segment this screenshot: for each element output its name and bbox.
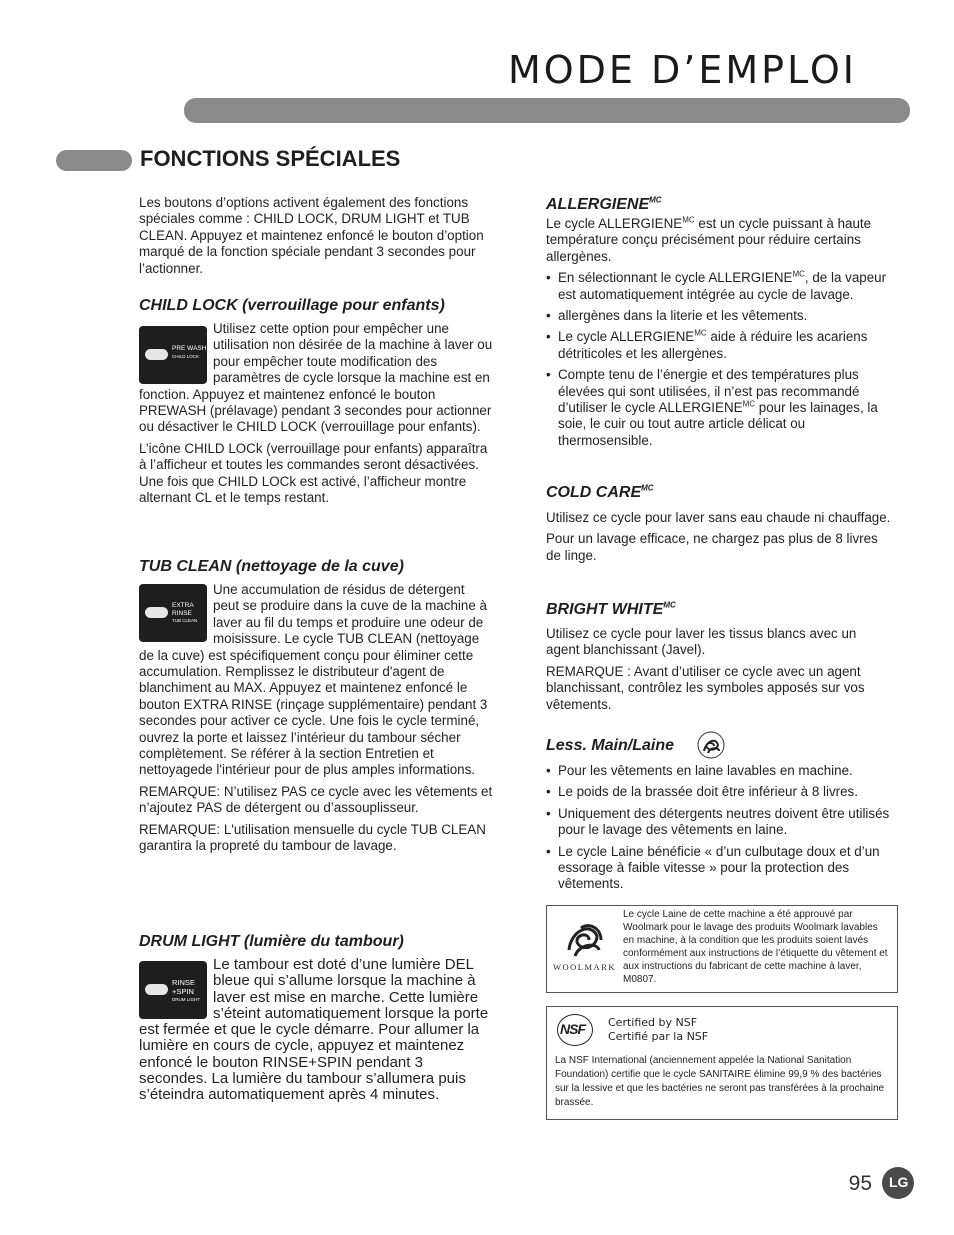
tub-clean-section <box>139 582 493 860</box>
led-indicator <box>145 607 168 618</box>
cold-care-heading <box>546 484 654 502</box>
wool-section <box>546 763 892 898</box>
nsf-logo-text: NSF <box>560 1021 585 1037</box>
page-number: 95 <box>848 1172 872 1195</box>
list-item: • Uniquement des détergents neutres doivent être utilisés pour le lavage des vêtements en laine. <box>546 806 892 839</box>
drum-light-heading: DRUM LIGHT (lumière du tambour) <box>139 933 404 950</box>
allergiene-bullets <box>546 270 892 449</box>
cold-care-p1: Utilisez ce cycle pour laver sans eau chaude ni chauffage. <box>546 510 891 525</box>
lg-logo-icon <box>882 1167 914 1199</box>
cold-care-sup: MC <box>641 483 654 493</box>
intro-text: Les boutons d’options activent également des fonctions spéciales comme : CHILD LOCK, DRUM LIGHT et TUB CLEAN. Appuyez et maintenez enfoncé le bouton d’option marqué de la fonction spéciale pendant 3 secondes pour l’actionner. <box>139 195 484 276</box>
header-bar <box>184 98 910 123</box>
tub-clean-p3: REMARQUE: L'utilisation mensuelle du cycle TUB CLEAN garantira la propreté du tambour de lavage. <box>139 821 486 854</box>
woolmark-logo-icon <box>561 916 607 962</box>
drum-light-section <box>139 957 493 1109</box>
led-indicator <box>145 984 168 995</box>
wool-bullets <box>546 763 892 893</box>
bright-white-p2: REMARQUE : Avant d’utiliser ce cycle avec un agent blanchissant, contrôlez les symboles apposés sur vos vêtements. <box>546 663 865 712</box>
list-item: • Compte tenu de l’énergie et des températures plus élevées qui sont utilisées, il n’est pas recommandé d’utiliser le cycle $ALLERGIENE^{MC}$ pour les lainages, la soie, le cuir ou tout autre article délicat ou thermosensible. <box>546 367 892 449</box>
nsf-logo-icon <box>557 1014 593 1046</box>
rinse-spin-label: RINSE +SPIN DRUM LIGHT <box>172 978 200 1002</box>
tub-clean-p1: Une accumulation de résidus de détergent peut se produire dans la cuve de la machine à laver au fil du temps et produire une odeur de moisissure. Le cycle TUB CLEAN (nettoyage de la cuve) est spécifiquement conçu pour éliminer cette accumulation. Remplissez le distributeur d'agent de blanchiment au MAX. Appuyez et maintenez enfoncé le bouton EXTRA RINSE (rinçage supplémentaire) pendant 3 secondes pour activer ce cycle. Une fois le cycle terminé, ouvrez la porte et laissez l’intérieur du tambour sécher complètement. Se référer à la section Entretien et nettoyagede l'intérieur pour de plus amples informations. <box>139 582 488 778</box>
child-lock-heading: CHILD LOCK (verrouillage pour enfants) <box>139 297 445 314</box>
woolmark-box <box>546 905 898 993</box>
nsf-line1: Certified by NSF <box>608 1016 698 1029</box>
list-item: • Le cycle Laine bénéficie « d’un culbutage doux et d’un essorage à faible vitesse » pour la protection des vêtements. <box>546 844 892 893</box>
list-item: • En sélectionnant le cycle $ALLERGIENE^{MC}$, de la vapeur est automatiquement intégrée au cycle de lavage. <box>546 270 892 303</box>
rinse-spin-button-icon <box>139 961 207 1019</box>
wool-heading <box>546 737 674 755</box>
allergiene-sup: MC <box>649 195 662 205</box>
allergiene-title: ALLERGIENE <box>546 196 650 213</box>
child-lock-section <box>139 321 493 511</box>
extra-rinse-button-icon <box>139 584 207 642</box>
extra-rinse-label: EXTRA RINSE TUB CLEAN <box>172 602 198 623</box>
drum-light-icon-slot <box>139 957 213 1017</box>
tub-clean-p2: REMARQUE: N’utilisez PAS ce cycle avec les vêtements et n’ajoutez PAS de détergent ou d’assouplisseur. <box>139 783 493 816</box>
bright-white-title: BRIGHT WHITE <box>546 601 664 618</box>
led-indicator <box>145 349 168 360</box>
section-title: FONCTIONS SPÉCIALES <box>140 146 401 171</box>
tub-clean-heading: TUB CLEAN (nettoyage de la cuve) <box>139 558 404 575</box>
allergiene-heading <box>546 196 662 214</box>
child-lock-p1: Utilisez cette option pour empêcher une utilisation non désirée de la machine à laver ou pour empêcher toute modification des paramètres de cycle lorsque la machine est en fonction. Appuyez et maintenez enfoncé le bouton PREWASH (prélavage) pendant 3 secondes pour actionner ou désactiver le CHILD LOCK (verrouillage pour enfants). <box>139 321 493 435</box>
list-item: • Le cycle $ALLERGIENE^{MC}$ aide à réduire les acariens détriticoles et les allergènes. <box>546 329 892 362</box>
prewash-button-icon <box>139 326 207 384</box>
drum-light-p1: Le tambour est doté d’une lumière DEL bleue qui s’allume lorsque la machine à laver est mise en marche. Cette lumière s’éteint automatiquement lorsque la porte est fermée et que le cycle démarre. Pour allumer la lumière en cours de cycle, appuyez et maintenez enfoncé le bouton RINSE+SPIN pendant 3 secondes. La lumière du tambour s’allumera puis s’éteindra automatiquement après 4 minutes. <box>139 956 489 1104</box>
list-item: • Pour les vêtements en laine lavables en machine. <box>546 763 892 779</box>
allergiene-p1: Le cycle $ALLERGIENE^{MC}$ est un cycle puissant à haute température conçu précisément pour réduire certains allergènes. <box>546 215 872 264</box>
woolmark-icon <box>697 731 725 759</box>
nsf-line2: Certifié par la NSF <box>608 1030 709 1043</box>
woolmark-text: Le cycle Laine de cette machine a été approuvé par Woolmark pour le lavage des produits Woolmark lavables en machine, à la condition que les produits soient lavés conformément aux instructions de l’étiquette du vêtement et aux instructions du fabricant de cette machine à laver, M0807. <box>623 909 888 985</box>
lg-logo-text: LG <box>889 1174 909 1190</box>
nsf-certified <box>608 1016 708 1044</box>
nsf-text: La NSF International (anciennement appelée la National Sanitation Foundation) certifie que le cycle SANITAIRE élimine 99,9 % des bactéries sur la lessive et que les bactéries ne seront pas transférées à la prochaine brassée. <box>555 1055 885 1108</box>
wool-title: Less. Main/Laine <box>546 737 675 754</box>
tub-clean-icon-slot <box>139 582 213 642</box>
intro-paragraph <box>139 195 489 282</box>
bright-white-section <box>546 626 892 718</box>
cold-care-title: COLD CARE <box>546 484 642 501</box>
page-header-title: MODE D’EMPLOI <box>507 48 857 92</box>
cold-care-section <box>546 510 892 569</box>
nsf-box <box>546 1006 898 1120</box>
cold-care-p2: Pour un lavage efficace, ne chargez pas plus de 8 livres de linge. <box>546 531 878 563</box>
woolmark-brand: WOOLMARK <box>553 962 616 972</box>
list-item: • allergènes dans la literie et les vêtements. <box>546 308 892 324</box>
bright-white-heading <box>546 601 676 619</box>
list-item: • Le poids de la brassée doit être inférieur à 8 livres. <box>546 784 892 800</box>
child-lock-p2: L’icône CHILD LOCk (verrouillage pour enfants) apparaîtra à l’afficheur et toutes les commandes seront désactivées. Une fois que CHILD LOCk est activé, l’afficheur montre alternant CL et le temps restant. <box>139 440 488 506</box>
allergiene-section <box>546 216 892 454</box>
child-lock-icon-slot <box>139 321 213 381</box>
section-pill <box>56 150 132 171</box>
prewash-label: PRE WASH CHILD LOCK <box>172 345 207 359</box>
bright-white-p1: Utilisez ce cycle pour laver les tissus blancs avec un agent blanchissant (Javel). <box>546 626 857 658</box>
bright-white-sup: MC <box>663 600 676 610</box>
